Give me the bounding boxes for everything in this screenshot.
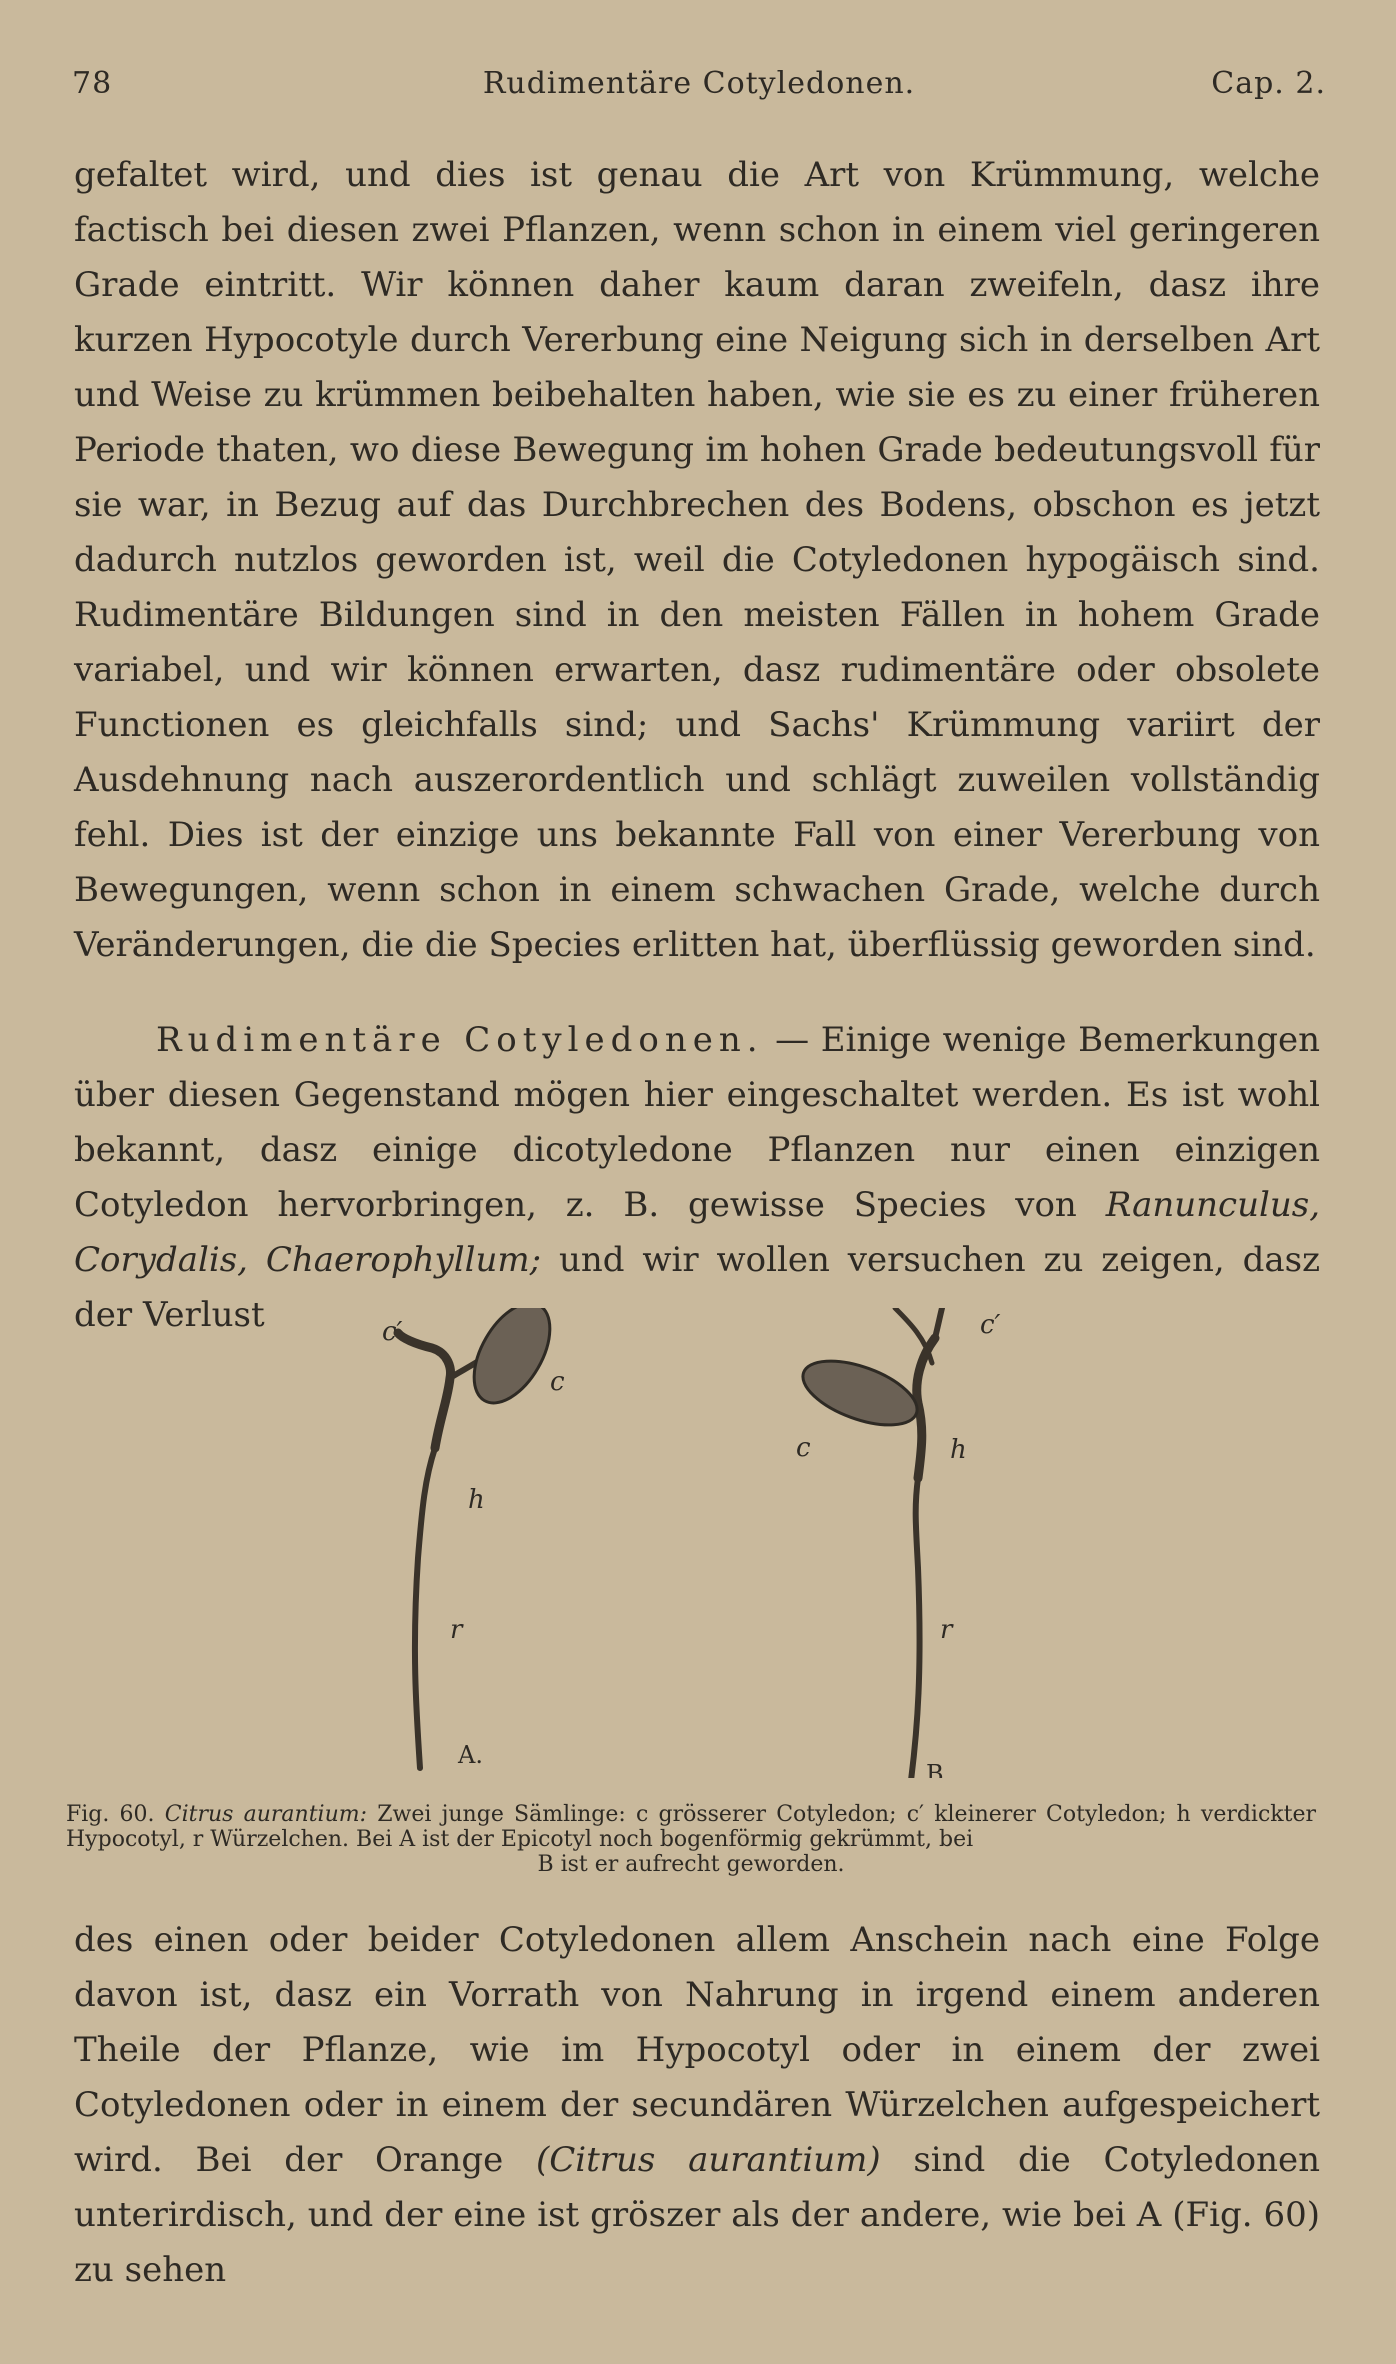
label-h-b: h xyxy=(950,1435,967,1465)
seedling-a-root xyxy=(415,1448,435,1768)
label-c-prime-a: c′ xyxy=(382,1317,403,1347)
caption-species: Citrus aurantium: xyxy=(164,1802,368,1827)
seedling-b-cotyledon xyxy=(795,1348,926,1438)
figure-60 xyxy=(340,1308,1340,1778)
paragraph-text-end: und wir wollen versuchen zu zeigen, dasz der Verlust xyxy=(74,1240,1321,1335)
caption-fig-number: Fig. 60. xyxy=(66,1802,155,1827)
chapter-label: Cap. 2. xyxy=(1211,66,1326,101)
caption-body xyxy=(66,1802,1316,1852)
body-text-bottom xyxy=(74,1913,1320,2298)
label-B: B. xyxy=(926,1760,952,1778)
page-number: 78 xyxy=(72,66,113,101)
label-r-b: r xyxy=(940,1615,953,1645)
label-A: A. xyxy=(458,1741,483,1769)
figure-caption xyxy=(66,1802,1316,1877)
seedling-b-epicotyl xyxy=(935,1308,942,1338)
section-heading: Rudimentäre Cotyledonen. xyxy=(156,1020,764,1060)
running-header xyxy=(72,66,1326,110)
label-c-prime-b: c′ xyxy=(980,1310,1001,1340)
running-title: Rudimentäre Cotyledonen. xyxy=(482,66,916,101)
caption-text: Zwei junge Sämlinge: c grösserer Cotyledon; c′ kleinerer Cotyledon; h verdickter Hypocotyl, r Würzelchen. Bei A ist der Epicotyl noch bogenförmig gekrümmt, bei xyxy=(66,1802,1317,1852)
label-c-b: c xyxy=(796,1433,811,1463)
label-r-a: r xyxy=(450,1615,463,1645)
species-name: (Citrus aurantium) xyxy=(535,2140,881,2180)
paragraph-continued: gefaltet wird, und dies ist genau die Art von Krümmung, welche factisch bei diesen zwei Pflanzen, wenn schon in einem viel geringeren Grade eintritt. Wir können daher kaum daran zweifeln, dasz ihre kurzen Hypocotyle durch Vererbung eine Neigung sich in derselben Art und Weise zu krümmen beibehalten haben, wie sie es zu einer früheren Periode thaten, wo diese Bewegung im hohen Grade bedeutungsvoll für sie war, in Bezug auf das Durchbrechen des Bodens, obschon es jetzt dadurch nutzlos geworden ist, weil die Cotyledonen hypogäisch sind. Rudimentäre Bildungen sind in den meisten Fällen in hohem Grade variabel, und wir können erwarten, dasz rudimentäre oder obsolete Functionen es gleichfalls sind; und Sachs' Krümmung variirt der Ausdehnung nach auszerordentlich und schlägt zuweilen vollständig fehl. Dies ist der einzige uns bekannte Fall von einer Vererbung von Bewegungen, wenn schon in einem schwachen Grade, welche durch Veränderungen, die die Species erlitten hat, überflüssig geworden sind. xyxy=(74,155,1320,965)
caption-last-line: B ist er aufrecht geworden. xyxy=(537,1852,845,1877)
body-text-middle xyxy=(74,1013,1320,1343)
paragraph-text: des einen oder beider Cotyledonen allem Anschein nach eine Folge davon ist, dasz ein Vorrath von Nahrung in irgend einem anderen Theile der Pflanze, wie im Hypocotyl oder in einem der zwei Cotyledonen oder in einem der secundären Würzelchen aufgespeichert wird. Bei der Orange xyxy=(74,1920,1320,2180)
paragraph-text: — Einige wenige Bemerkungen über diesen Gegenstand mögen hier eingeschaltet werden. Es ist wohl bekannt, dasz einige dicotyledone Pflanzen nur einen einzigen Cotyledon hervorbringen, z. B. gewisse Species von xyxy=(74,1020,1320,1225)
seedling-b-root xyxy=(910,1478,920,1778)
paragraph-text-end: sind die Cotyledonen unterirdisch, und der eine ist gröszer als der andere, wie bei A (Fig. 60) zu sehen xyxy=(74,2140,1320,2290)
genera-names: Ranunculus, Corydalis, Chaerophyllum; xyxy=(74,1185,1320,1280)
label-h-a: h xyxy=(468,1485,485,1515)
paragraph-after-figure xyxy=(74,1913,1320,2298)
seedling-a-hypocotyl xyxy=(398,1333,450,1448)
body-text-top xyxy=(74,148,1320,973)
label-c-a: c xyxy=(550,1367,565,1397)
paragraph-rudimentary-cotyledons xyxy=(74,1013,1320,1343)
seedling-illustration xyxy=(340,1308,1340,1778)
